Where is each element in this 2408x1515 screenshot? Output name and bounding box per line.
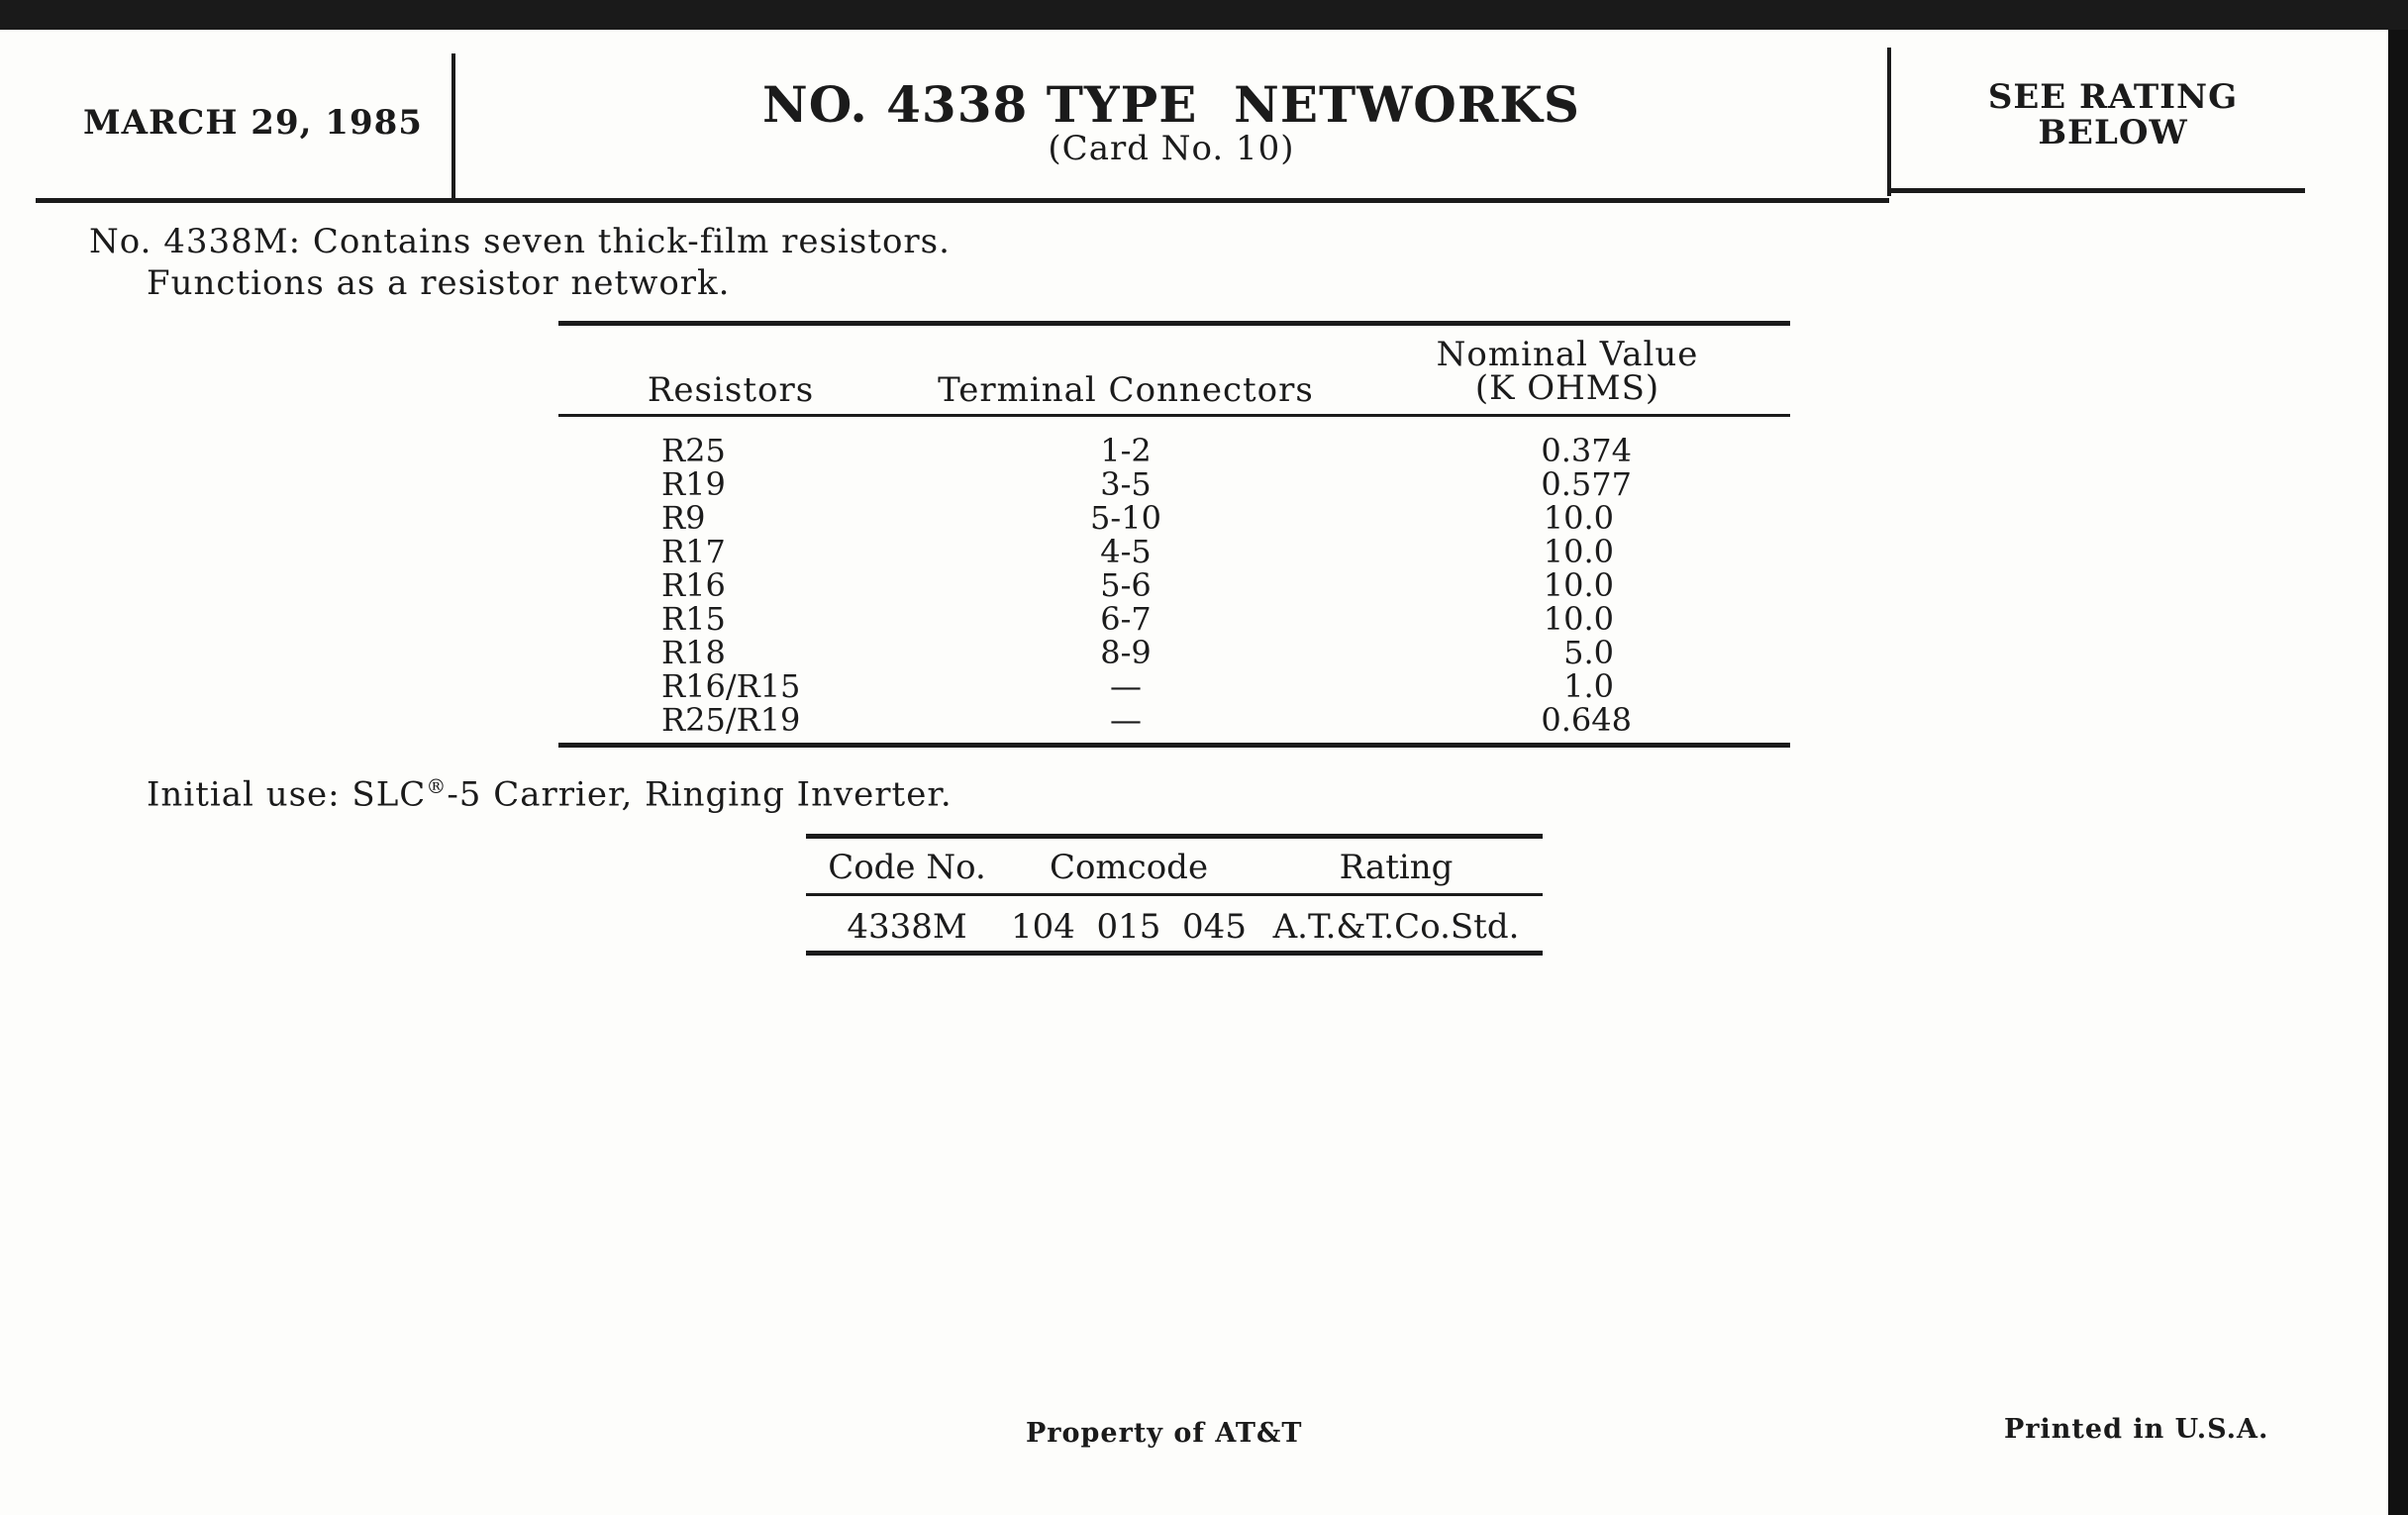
value-cell: 0.374 — [1541, 432, 1632, 469]
column-header-rating: Rating — [1339, 848, 1454, 887]
terminal-cell: 4-5 — [1100, 533, 1152, 570]
rating-cell: A.T.&T.Co.Std. — [1272, 907, 1520, 947]
value-cell: 10.0 — [1543, 566, 1614, 604]
header-date: MARCH 29, 1985 — [83, 103, 423, 143]
column-header-value-line2: (K OHMS) — [1474, 368, 1660, 408]
value-cell: 1.0 — [1563, 667, 1614, 705]
initial-use-prefix: Initial use: SLC — [147, 774, 427, 815]
resistor-cell: R15 — [661, 600, 726, 638]
terminal-cell: — — [1110, 701, 1142, 739]
resistor-cell: R16/R15 — [661, 667, 801, 705]
initial-use — [147, 774, 953, 814]
terminal-cell: 5-6 — [1100, 566, 1152, 604]
column-header-resistors: Resistors — [647, 370, 815, 410]
code-table-top-rule — [806, 834, 1543, 839]
terminal-cell: 8-9 — [1100, 634, 1152, 671]
resistor-cell: R25 — [661, 432, 726, 469]
resistor-cell: R18 — [661, 634, 726, 671]
terminal-cell: 3-5 — [1100, 465, 1152, 503]
header-rule-left — [36, 198, 1889, 203]
value-cell: 0.577 — [1541, 465, 1632, 503]
terminal-cell: 5-10 — [1090, 499, 1161, 537]
resistor-cell: R25/R19 — [661, 701, 801, 739]
terminal-cell: — — [1110, 667, 1142, 705]
code-table-bottom-rule — [806, 951, 1543, 956]
value-cell: 10.0 — [1543, 499, 1614, 537]
column-header-code: Code No. — [828, 848, 986, 887]
table-row — [0, 667, 2388, 705]
resistor-table-bottom-rule — [558, 743, 1790, 748]
resistor-table-header-rule — [558, 414, 1790, 417]
header-rule-right — [1887, 188, 2305, 193]
resistor-cell: R16 — [661, 566, 726, 604]
table-row — [0, 533, 2388, 570]
page-title: NO. 4338 TYPE NETWORKS — [762, 75, 1580, 134]
footer-property: Property of AT&T — [1026, 1418, 1303, 1449]
code-cell: 4338M — [847, 907, 967, 947]
comcode-cell: 104 015 045 — [1011, 907, 1247, 947]
value-cell: 5.0 — [1563, 634, 1614, 671]
scan-edge — [2388, 30, 2408, 1515]
terminal-cell: 6-7 — [1100, 600, 1152, 638]
initial-use-suffix: -5 Carrier, Ringing Inverter. — [447, 774, 953, 815]
value-cell: 10.0 — [1543, 533, 1614, 570]
column-header-terminal: Terminal Connectors — [938, 370, 1314, 410]
resistor-table-top-rule — [558, 321, 1790, 326]
code-table-header-rule — [806, 893, 1543, 896]
rating-note-line2: BELOW — [2038, 113, 2188, 152]
table-row — [0, 566, 2388, 604]
table-row — [0, 701, 2388, 739]
table-row — [0, 600, 2388, 638]
terminal-cell: 1-2 — [1100, 432, 1152, 469]
card-number: (Card No. 10) — [1048, 129, 1295, 168]
footer-printed: Printed in U.S.A. — [2004, 1414, 2269, 1445]
registered-mark: ® — [426, 774, 448, 798]
table-row — [0, 634, 2388, 671]
column-header-value-line1: Nominal Value — [1436, 335, 1699, 374]
resistor-cell: R9 — [661, 499, 706, 537]
value-cell: 0.648 — [1541, 701, 1632, 739]
resistor-cell: R17 — [661, 533, 726, 570]
resistor-cell: R19 — [661, 465, 726, 503]
table-row — [0, 465, 2388, 503]
value-cell: 10.0 — [1543, 600, 1614, 638]
rating-note-line1: SEE RATING — [1987, 77, 2239, 117]
description-line-1: No. 4338M: Contains seven thick-film resistors. — [89, 222, 951, 261]
table-row — [0, 499, 2388, 537]
description-line-2: Functions as a resistor network. — [147, 263, 731, 303]
column-header-comcode: Comcode — [1049, 848, 1209, 887]
table-row — [0, 432, 2388, 469]
header-rating-note — [1891, 79, 2335, 151]
